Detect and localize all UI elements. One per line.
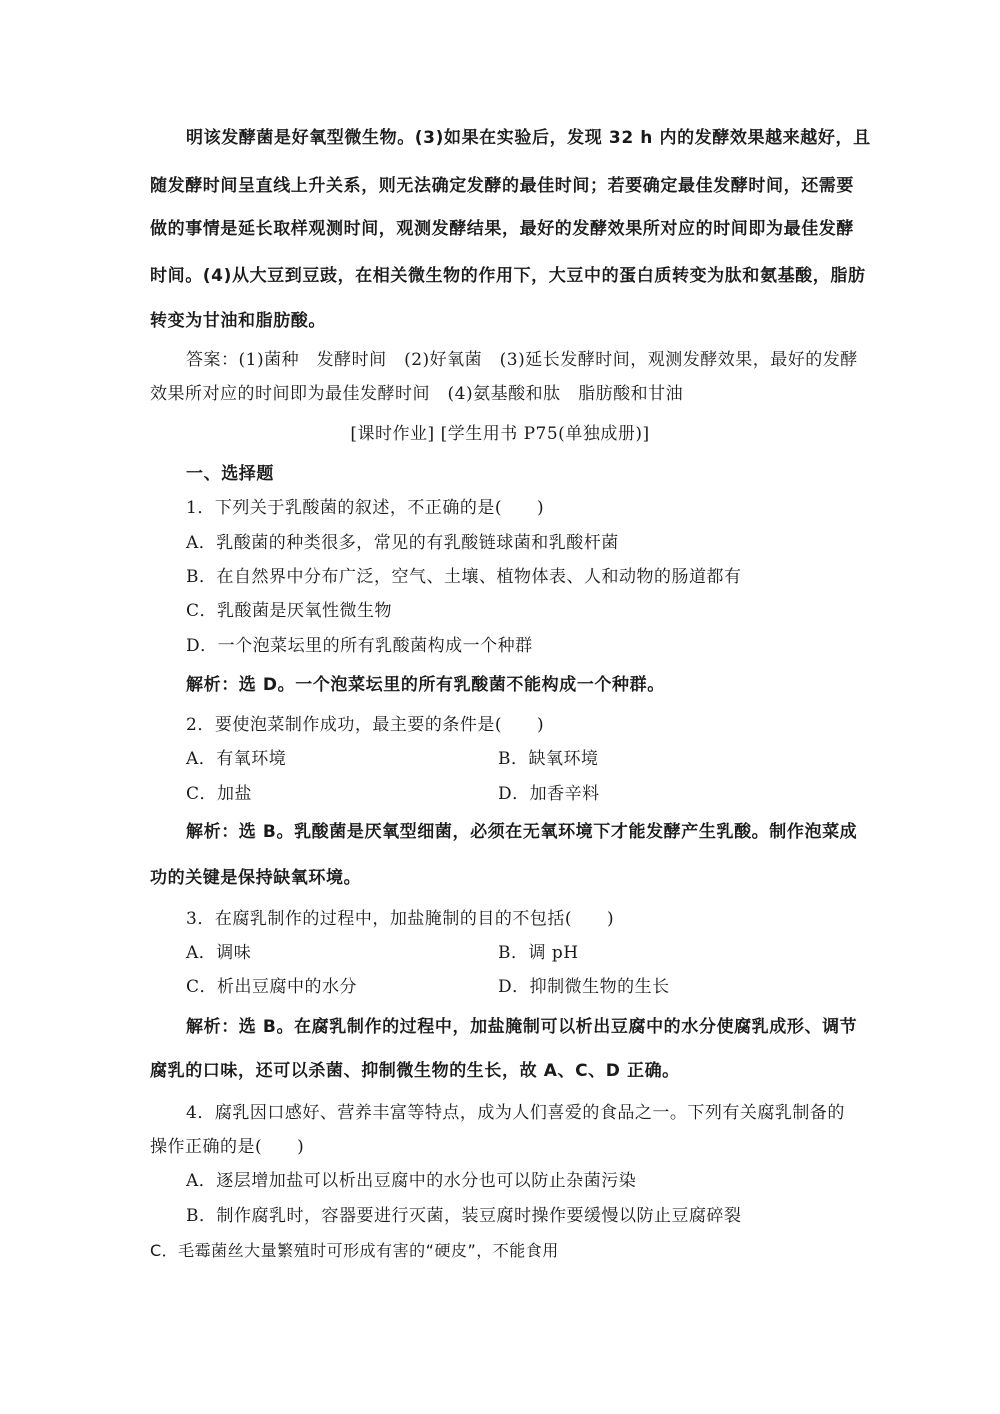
section-title: 一、选择题 (186, 464, 274, 484)
q1-option-a: A．乳酸菌的种类很多，常见的有乳酸链球菌和乳酸杆菌 (186, 533, 619, 553)
answer-line-2: 效果所对应的时间即为最佳发酵时间 (4)氨基酸和肽 脂肪酸和甘油 (150, 384, 684, 404)
q2-option-a: A．有氧环境 (186, 749, 287, 769)
q3-stem: 3．在腐乳制作的过程中，加盐腌制的目的不包括( ) (186, 909, 615, 929)
q4-option-a: A．逐层增加盐可以析出豆腐中的水分也可以防止杂菌污染 (186, 1171, 637, 1191)
q2-stem: 2．要使泡菜制作成功，最主要的条件是( ) (186, 715, 545, 735)
q1-option-d: D．一个泡菜坛里的所有乳酸菌构成一个种群 (186, 636, 533, 656)
q3-option-d: D．抑制微生物的生长 (498, 977, 670, 997)
q3-analysis-line-1: 解析：选 B。在腐乳制作的过程中，加盐腌制可以析出豆腐中的水分使腐乳成形、调节 (186, 1017, 858, 1037)
q1-analysis: 解析：选 D。一个泡菜坛里的所有乳酸菌不能构成一个种群。 (186, 675, 665, 695)
q2-option-c: C．加盐 (186, 784, 253, 804)
q3-option-c: C．析出豆腐中的水分 (186, 977, 358, 997)
prev-answer-line-2: 随发酵时间呈直线上升关系，则无法确定发酵的最佳时间；若要确定最佳发酵时间，还需要 (150, 176, 854, 196)
q1-option-b: B．在自然界中分布广泛，空气、土壤、植物体表、人和动物的肠道都有 (186, 567, 742, 587)
homework-header: [课时作业] [学生用书 P75(单独成册)] (350, 424, 650, 444)
prev-answer-line-1: 明该发酵菌是好氧型微生物。(3)如果在实验后，发现 32 h 内的发酵效果越来越好，且 (186, 128, 871, 148)
q4-stem-line-1: 4．腐乳因口感好、营养丰富等特点，成为人们喜爱的食品之一。下列有关腐乳制备的 (186, 1103, 845, 1123)
q4-stem-line-2: 操作正确的是( ) (150, 1137, 305, 1157)
q3-option-b: B．调 pH (498, 943, 579, 963)
prev-answer-line-3: 做的事情是延长取样观测时间，观测发酵结果，最好的发酵效果所对应的时间即为最佳发酵 (150, 219, 854, 239)
prev-answer-line-4: 时间。(4)从大豆到豆豉，在相关微生物的作用下，大豆中的蛋白质转变为肽和氨基酸，脂肪 (150, 266, 866, 286)
q2-option-b: B．缺氧环境 (498, 749, 599, 769)
q4-option-c: C．毛霉菌丝大量繁殖时可形成有害的“硬皮”，不能食用 (150, 1241, 559, 1260)
q1-option-c: C．乳酸菌是厌氧性微生物 (186, 601, 393, 621)
q4-option-b: B．制作腐乳时，容器要进行灭菌，装豆腐时操作要缓慢以防止豆腐碎裂 (186, 1206, 742, 1226)
q3-analysis-line-2: 腐乳的口味，还可以杀菌、抑制微生物的生长，故 A、C、D 正确。 (150, 1061, 680, 1081)
q2-analysis-line-2: 功的关键是保持缺氧环境。 (150, 868, 362, 888)
q3-option-a: A．调味 (186, 943, 252, 963)
q2-option-d: D．加香辛料 (498, 784, 600, 804)
q2-analysis-line-1: 解析：选 B。乳酸菌是厌氧型细菌，必须在无氧环境下才能发酵产生乳酸。制作泡菜成 (186, 822, 858, 842)
q1-stem: 1．下列关于乳酸菌的叙述，不正确的是( ) (186, 498, 545, 518)
answer-line-1: 答案：(1)菌种 发酵时间 (2)好氧菌 (3)延长发酵时间，观测发酵效果，最好的发酵 (186, 350, 858, 370)
prev-answer-line-5: 转变为甘油和脂肪酸。 (150, 311, 326, 331)
